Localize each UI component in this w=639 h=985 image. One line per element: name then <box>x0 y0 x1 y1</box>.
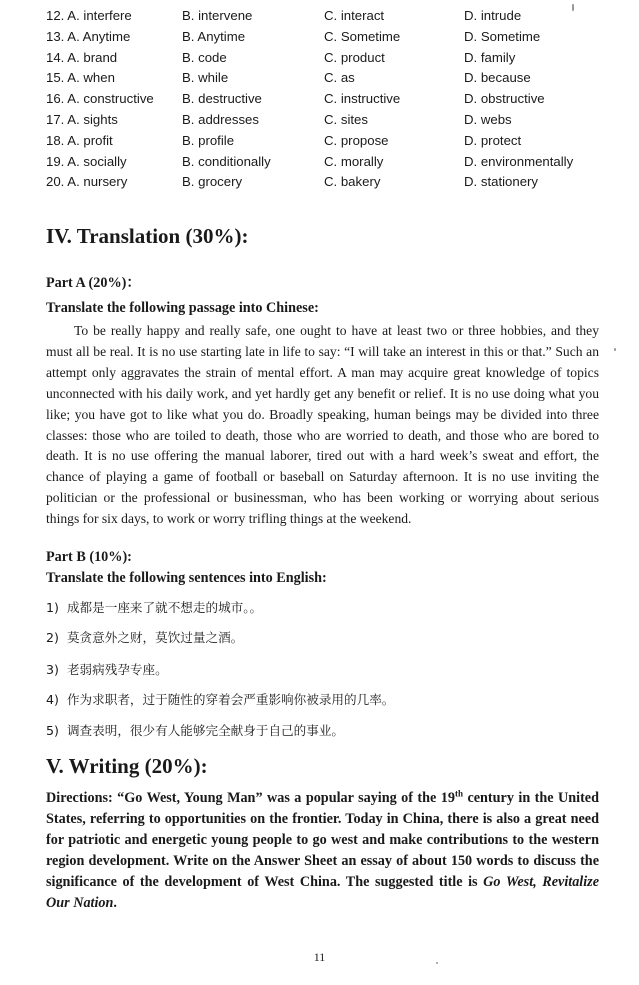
option-d: D. obstructive <box>464 91 545 107</box>
option-a: 15. A. when <box>46 70 115 86</box>
option-d: D. because <box>464 70 531 86</box>
option-c: C. sites <box>324 111 368 127</box>
chinese-sentence-4 <box>46 689 394 708</box>
option-a: 19. A. socially <box>46 153 127 169</box>
option-d: D. stationery <box>464 174 539 190</box>
option-c: C. product <box>324 49 385 65</box>
sentence-number: 2) <box>46 630 59 645</box>
directions-text-main: century in the United States, referring to opportunities on the frontier. Today in China, there is also a great need for patriotic and energetic young people to go west and make contributions to the western region development. Write on the Answer Sheet an essay of about 150 words to discuss the significance of the development of West China. The suggested title is <box>46 790 599 890</box>
option-b: B. code <box>182 49 227 65</box>
option-b: B. destructive <box>182 91 262 107</box>
sentence-text: 成都是一座来了就不想走的城市。。 <box>66 600 263 615</box>
suggested-essay-title: Go West, Revitalize Our Nation <box>46 873 599 911</box>
option-b: B. profile <box>182 132 235 148</box>
option-d: D. protect <box>464 132 522 148</box>
option-row-17 <box>46 110 606 131</box>
chinese-sentence-3 <box>46 659 168 678</box>
writing-section-title: V. Writing (20%): <box>46 754 208 778</box>
option-a: 16. A. constructive <box>46 91 154 107</box>
chinese-sentence-5 <box>46 720 344 739</box>
option-b: B. intervene <box>182 8 253 23</box>
writing-directions <box>46 788 599 913</box>
option-row-18 <box>46 131 606 152</box>
option-d: D. environmentally <box>464 153 574 169</box>
page-number: 11 <box>313 950 326 964</box>
scan-speck <box>436 962 438 964</box>
option-b: B. conditionally <box>182 153 271 169</box>
option-c: C. interact <box>324 8 385 23</box>
option-d: D. webs <box>464 111 512 127</box>
part-b-heading: Part B (10%): <box>46 549 132 565</box>
option-c: C. morally <box>324 153 384 169</box>
option-row-16 <box>46 89 606 110</box>
directions-text-end: . <box>113 894 117 911</box>
sentence-text: 作为求职者，过于随性的穿着会严重影响你被录用的几率。 <box>66 692 395 707</box>
option-b: B. while <box>182 70 229 86</box>
option-row-20 <box>46 172 606 193</box>
option-a: 20. A. nursery <box>46 174 128 190</box>
part-a-instruction: Translate the following passage into Chinese: <box>46 300 319 316</box>
sentence-number: 1) <box>46 600 59 615</box>
multiple-choice-options <box>46 6 606 193</box>
option-c: C. Sometime <box>324 28 401 44</box>
option-c: C. instructive <box>324 91 401 107</box>
option-a: 17. A. sights <box>46 111 118 127</box>
chinese-sentence-2 <box>46 627 243 646</box>
directions-text-start: Directions: “Go West, Young Man” was a popular saying of the 19 <box>46 790 455 806</box>
option-c: C. as <box>324 70 355 86</box>
option-c: C. propose <box>324 132 389 148</box>
scan-speck <box>572 4 574 11</box>
option-c: C. bakery <box>324 174 381 190</box>
sentence-number: 5) <box>46 723 59 738</box>
option-row-13 <box>46 27 606 48</box>
sentence-number: 3) <box>46 662 59 677</box>
part-a-heading: Part A (20%)： <box>46 275 141 291</box>
option-d: D. Sometime <box>464 28 541 44</box>
ordinal-suffix: th <box>454 788 463 799</box>
translation-passage: To be really happy and really safe, one ought to have at least two or three hobbies, and they must all be real. It is no use starting late in life to say: “I will take an interest in this or that.” Such an attempt only aggravates the strain of mental effort. A man may acquire great knowledge of topics unconnected with his daily work, and yet hardly get any benefit or relief. It is no use doing what you like; you have got to like what you do. Broadly speaking, human beings may be divided into three classes: those who are toiled to death, those who are worried to death, and those who are bored to death. It is no use offering the manual laborer, tired out with a hard week’s sweat and effort, the chance of playing a game of football or baseball on Saturday afternoon. It is no use inviting the politician or the professional or businessman, who has been working or worrying about serious things for six days, to work or worry trifling things at the weekend. <box>46 323 599 527</box>
sentence-number: 4) <box>46 692 59 707</box>
option-d: D. family <box>464 49 516 65</box>
option-b: B. grocery <box>182 174 243 190</box>
chinese-sentence-1 <box>46 597 262 616</box>
part-b-instruction: Translate the following sentences into English: <box>46 570 327 586</box>
sentence-text: 调查表明，很少有人能够完全献身于自己的事业。 <box>66 723 344 738</box>
scan-speck <box>614 348 616 351</box>
option-a: 12. A. interfere <box>46 8 132 23</box>
option-row-12 <box>46 6 606 27</box>
option-a: 13. A. Anytime <box>46 28 131 44</box>
option-a: 14. A. brand <box>46 49 118 65</box>
option-a: 18. A. profit <box>46 132 113 148</box>
option-d: D. intrude <box>464 8 522 23</box>
translation-section-title: IV. Translation (30%): <box>46 224 249 248</box>
option-b: B. Anytime <box>182 28 246 44</box>
option-row-15 <box>46 68 606 89</box>
sentence-text: 莫贪意外之财，莫饮过量之酒。 <box>66 630 244 645</box>
sentence-text: 老弱病残孕专座。 <box>66 662 168 677</box>
option-row-14 <box>46 48 606 69</box>
option-row-19 <box>46 152 606 173</box>
option-b: B. addresses <box>182 111 259 127</box>
